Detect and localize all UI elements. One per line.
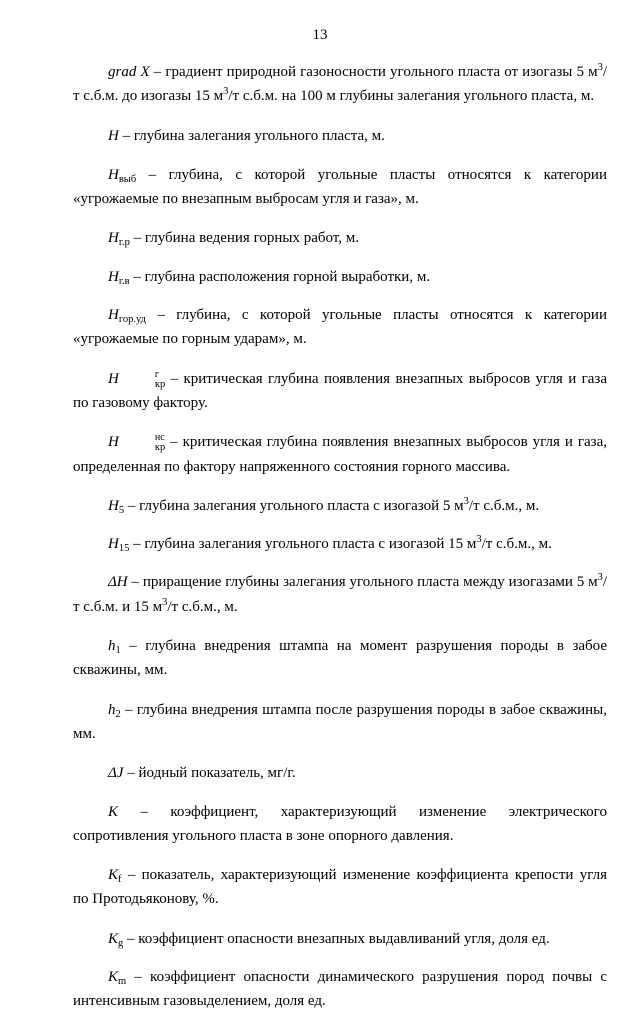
superscript: 3: [597, 572, 603, 584]
subscript: 15: [118, 543, 130, 555]
symbol: H: [108, 268, 119, 285]
symbol: grad X: [108, 64, 150, 80]
definition-h5: [73, 494, 607, 518]
definition-text: – коэффициент опасности динамического разрушения пород почвы с интенсивным газовыделением, доля ед.: [73, 969, 607, 1010]
definition-h-gr: [73, 226, 607, 250]
definition-h2: [73, 698, 607, 747]
definition-text: – глубина залегания угольного пласта с изогазой 5 м: [124, 497, 464, 514]
superscript: нс: [154, 432, 165, 444]
definition-h1: [73, 634, 607, 683]
definition-h-gor-ud: [73, 303, 607, 352]
symbol: H: [108, 536, 119, 553]
definition-delta-j: [73, 761, 607, 785]
symbol: H: [108, 497, 119, 514]
definition-k: [73, 800, 607, 849]
definition-text: – глубина, с которой угольные пласты относятся к категории «угрожаемые по горным ударам», м.: [73, 307, 607, 348]
definition-text: – коэффициент опасности внезапных выдавливаний угля, доля ед.: [123, 930, 550, 947]
index-stack: [120, 370, 165, 390]
symbol: H: [108, 230, 119, 247]
definition-text: – глубина залегания угольного пласта, м.: [118, 127, 385, 144]
symbol: H: [108, 370, 119, 387]
definition-grad-x: [73, 60, 607, 109]
symbol: K: [108, 969, 119, 986]
symbol: h: [108, 701, 116, 718]
subscript: f: [118, 874, 122, 886]
symbol: K: [108, 867, 119, 884]
word: –: [140, 803, 148, 820]
subscript: г.в: [118, 275, 130, 287]
symbol: H: [108, 307, 119, 324]
word: электрического: [508, 803, 607, 820]
definition-kg: [73, 927, 607, 951]
definition-text: сопротивления угольного пласта в зоне опорного давления.: [73, 827, 454, 844]
definition-text: /т с.б.м., м.: [167, 598, 238, 615]
symbol: h: [108, 638, 116, 655]
superscript: 3: [463, 495, 469, 507]
symbol: K: [108, 930, 119, 947]
definition-h15: [73, 532, 607, 556]
definition-text: – критическая глубина появления внезапных выбросов угля и газа по газовому фактору.: [73, 370, 607, 411]
symbol: ΔH: [108, 574, 128, 591]
definition-delta-h: [73, 570, 607, 619]
definition-h: [73, 124, 607, 148]
definition-text: – критическая глубина появления внезапных выбросов угля и газа, определенная по фактору напряженного состояния горного массива.: [73, 434, 607, 475]
subscript: кр: [154, 378, 166, 390]
symbol: H: [108, 166, 119, 183]
definition-text: /т с.б.м. на 100 м глубины залегания угольного пласта, м.: [228, 88, 595, 105]
subscript: выб: [118, 173, 137, 185]
subscript: m: [118, 976, 127, 988]
definition-kf: [73, 863, 607, 912]
word: характеризующий: [280, 803, 397, 820]
page-number: 13: [312, 27, 328, 43]
word: изменение: [419, 803, 487, 820]
definition-text: – приращение глубины залегания угольного пласта между изогазами 5 м: [127, 574, 598, 591]
subscript: 5: [118, 504, 125, 516]
subscript: 2: [115, 708, 121, 720]
superscript: 3: [223, 86, 229, 98]
definition-text: – глубина ведения горных работ, м.: [129, 230, 359, 247]
definition-h-kr-ns: [73, 430, 607, 479]
definitions-list: [73, 60, 607, 1029]
superscript: г: [154, 368, 159, 380]
definition-km: [73, 965, 607, 1014]
subscript: 1: [115, 645, 121, 657]
definition-text: /т с.б.м. и 15 м: [73, 574, 607, 615]
subscript: г.р: [118, 237, 130, 249]
definition-h-kr-g: [73, 367, 607, 416]
definition-text: /т с.б.м., м.: [468, 497, 540, 514]
symbol: H: [108, 434, 119, 451]
superscript: 3: [162, 596, 168, 608]
subscript: гор.уд: [118, 314, 146, 326]
definition-first-line: [73, 800, 607, 824]
symbol: K: [108, 803, 119, 820]
definition-text: – глубина внедрения штампа после разрушения породы в забое скважины, мм.: [73, 701, 607, 742]
definition-text: – градиент природной газоносности угольного пласта от изогазы 5 м: [149, 64, 598, 80]
index-stack: [120, 433, 165, 453]
definition-text: – йодный показатель, мг/г.: [123, 765, 296, 782]
symbol: H: [108, 127, 119, 144]
definition-text: – глубина расположения горной выработки, м.: [129, 268, 431, 285]
definition-text: /т с.б.м. до изогазы 15 м: [73, 64, 608, 105]
definition-text: – глубина внедрения штампа на момент разрушения породы в забое скважины, мм.: [73, 638, 607, 679]
definition-text: – глубина, с которой угольные пласты относятся к категории «угрожаемые по внезапным выбросам угля и газа», м.: [73, 166, 607, 208]
definition-h-vyb: [73, 163, 607, 212]
definition-text: – глубина залегания угольного пласта с изогазой 15 м: [129, 536, 477, 553]
definition-text: /т с.б.м., м.: [481, 536, 552, 553]
superscript: 3: [597, 62, 603, 73]
definition-text: – показатель, характеризующий изменение коэффициента крепости угля по Протодьяконову, %.: [73, 867, 607, 908]
symbol: ΔJ: [108, 765, 124, 782]
subscript: кр: [154, 442, 166, 454]
definition-h-gv: [73, 265, 607, 289]
word: коэффициент,: [170, 803, 259, 820]
superscript: 3: [476, 534, 482, 546]
subscript: g: [118, 937, 124, 949]
